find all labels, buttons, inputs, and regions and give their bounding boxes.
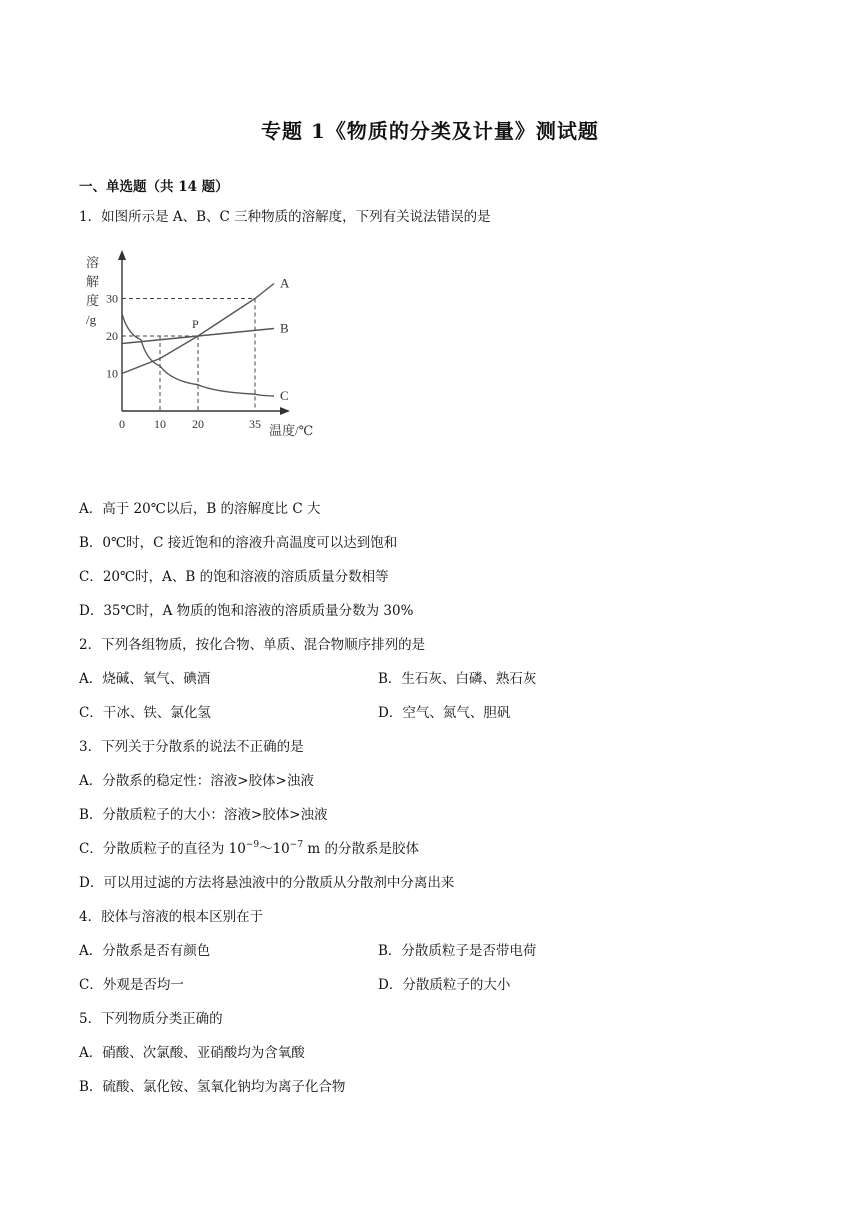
- x-axis-label: 温度/℃: [269, 423, 314, 438]
- y-tick-label: 10: [106, 366, 118, 381]
- q4-option-b: B．分散质粒子是否带电荷: [378, 943, 537, 959]
- q3-c-prefix: C．分散质粒子的直径为 10: [79, 841, 246, 857]
- chart-guides: [122, 299, 255, 412]
- x-tick-label: 10: [154, 417, 166, 431]
- q5-option-a: A．硝酸、次氯酸、亚硝酸均为含氧酸: [79, 1045, 305, 1061]
- q3-c-middle: ～10: [259, 841, 290, 857]
- q1-option-b: B．0℃时，C 接近饱和的溶液升高温度可以达到饱和: [79, 535, 398, 551]
- question-2-stem: 2．下列各组物质，按化合物、单质、混合物顺序排列的是: [79, 637, 426, 653]
- q2-option-d: D．空气、氮气、胆矾: [378, 705, 511, 721]
- section-heading: 一、单选题（共 14 题）: [79, 179, 229, 195]
- y-tick-label: 30: [106, 291, 118, 306]
- page-title: 专题 1《物质的分类及计量》测试题: [261, 119, 599, 143]
- solubility-chart: [82, 245, 322, 450]
- question-4-stem: 4．胶体与溶液的根本区别在于: [79, 909, 264, 925]
- q5-option-b: B．硫酸、氯化铵、氢氧化钠均为离子化合物: [79, 1079, 346, 1095]
- question-5-stem: 5．下列物质分类正确的: [79, 1011, 223, 1027]
- y-axis-label-char: 度: [86, 293, 100, 308]
- q2-option-a: A．烧碱、氧气、碘酒: [79, 671, 211, 687]
- series-label-a: A: [280, 275, 290, 291]
- q3-option-d: D．可以用过滤的方法将悬浊液中的分散质从分散剂中分离出来: [79, 875, 455, 891]
- y-axis-label-char: 溶: [86, 255, 100, 270]
- q4-option-d: D．分散质粒子的大小: [378, 977, 511, 993]
- q3-option-b: B．分散质粒子的大小：溶液>胶体>浊液: [79, 807, 328, 823]
- q3-c-suffix: m 的分散系是胶体: [303, 841, 419, 857]
- q4-option-a: A．分散系是否有颜色: [79, 943, 211, 959]
- q4-option-c: C．外观是否均一: [79, 977, 184, 993]
- q2-option-b: B．生石灰、白磷、熟石灰: [378, 671, 537, 687]
- y-tick-label: 20: [106, 329, 118, 343]
- y-axis-label-char: /g: [86, 312, 97, 327]
- q3-c-exponent-2: −7: [289, 840, 304, 850]
- x-tick-label: 20: [192, 417, 204, 431]
- point-label: P: [192, 317, 199, 331]
- q1-option-a: A．高于 20℃以后，B 的溶解度比 C 大: [79, 501, 321, 517]
- q1-option-d: D．35℃时，A 物质的饱和溶液的溶质质量分数为 30%: [79, 603, 414, 619]
- y-axis-label-char: 解: [86, 274, 100, 289]
- y-axis-arrow: [118, 250, 126, 260]
- q1-option-c: C．20℃时，A、B 的饱和溶液的溶质质量分数相等: [79, 569, 389, 585]
- series-label-b: B: [280, 320, 289, 336]
- q3-option-c: [79, 837, 419, 857]
- q3-option-a: A．分散系的稳定性：溶液>胶体>浊液: [79, 773, 314, 789]
- x-tick-label: 35: [249, 417, 261, 431]
- question-1-stem: 1．如图所示是 A、B、C 三种物质的溶解度，下列有关说法错误的是: [79, 209, 491, 225]
- q3-c-exponent-1: −9: [245, 840, 260, 850]
- x-tick-label: 0: [119, 417, 125, 431]
- x-axis-arrow: [280, 407, 290, 415]
- series-label-c: C: [280, 388, 289, 403]
- question-3-stem: 3．下列关于分散系的说法不正确的是: [79, 739, 304, 755]
- q2-option-c: C．干冰、铁、氯化氢: [79, 705, 211, 721]
